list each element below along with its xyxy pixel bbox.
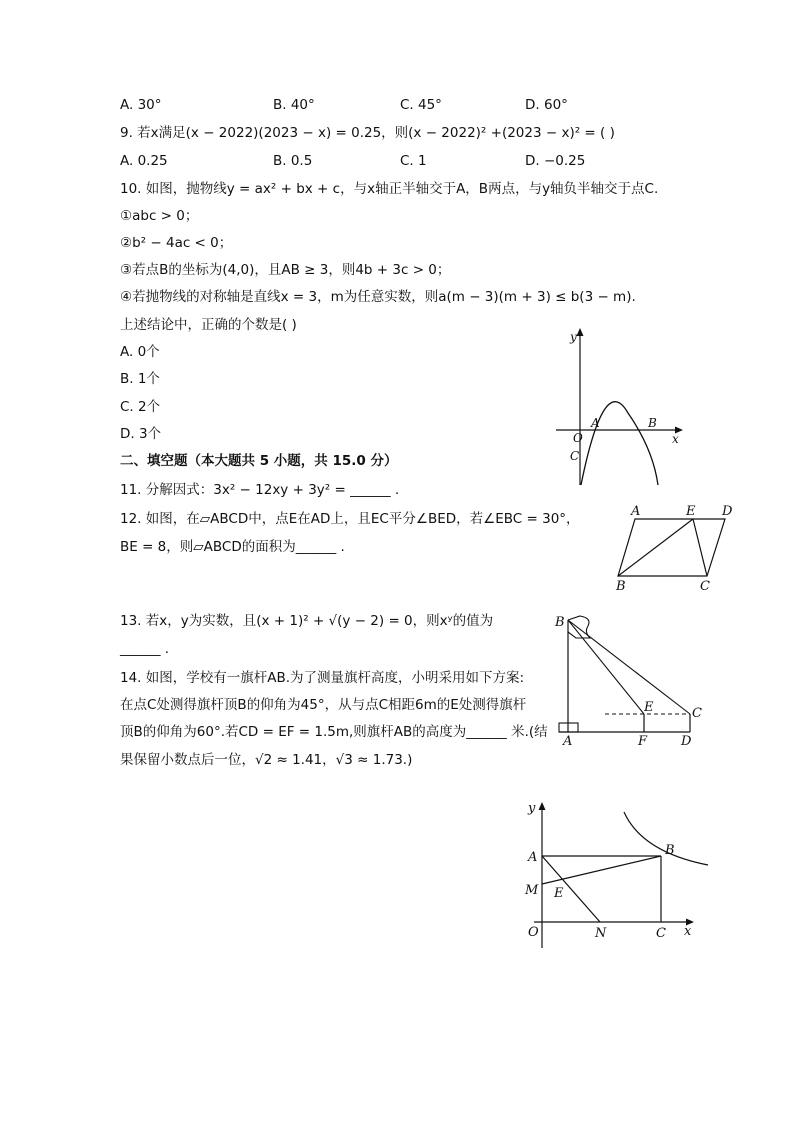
- q14-line3: 顶B的仰角为60°.若CD = EF = 1.5m,则旗杆AB的高度为______ 米.(结: [120, 724, 548, 740]
- label-y: y: [528, 801, 536, 816]
- label-n: N: [595, 926, 607, 941]
- q9-option-d: D. −0.25: [525, 153, 586, 169]
- label-b: B: [648, 416, 657, 430]
- segment-bc: [568, 620, 690, 714]
- q9-stem: 9. 若x满足(x − 2022)(2023 − x) = 0.25，则(x − 2022)² +(2023 − x)² = ( ): [120, 125, 615, 141]
- q13-line2: ______ .: [120, 641, 170, 657]
- q10-option-d: D. 3个: [120, 426, 162, 442]
- label-e: E: [686, 504, 696, 519]
- segment-be: [568, 620, 644, 714]
- q10-parabola-figure: [550, 325, 690, 490]
- label-e: E: [644, 700, 654, 715]
- q14-line1: 14. 如图，学校有一旗杆AB.为了测量旗杆高度，小明采用如下方案:: [120, 670, 525, 686]
- q10-question: 上述结论中，正确的个数是( ): [120, 317, 297, 333]
- label-a: A: [528, 850, 538, 865]
- q12-parallelogram-figure: [610, 500, 745, 595]
- label-b: B: [555, 615, 565, 630]
- label-x: x: [684, 924, 692, 939]
- q14-line2: 在点C处测得旗杆顶B的仰角为45°，从与点C相距6m的E处测得旗杆: [120, 697, 527, 713]
- q11-text: 11. 分解因式：3x² − 12xy + 3y² = ______ .: [120, 482, 400, 498]
- segment-an: [542, 856, 600, 922]
- label-c: C: [570, 449, 580, 463]
- label-c: C: [656, 926, 666, 941]
- label-d: D: [681, 734, 692, 749]
- segment-be: [618, 519, 693, 576]
- q10-stem: 10. 如图，抛物线y = ax² + bx + c，与x轴正半轴交于A，B两点，与y轴负半轴交于点C.: [120, 181, 659, 197]
- coordinate-figure: [520, 798, 720, 953]
- q14-flagpole-figure: [550, 610, 715, 750]
- label-o: O: [528, 925, 539, 940]
- q10-statement-2: ②b² − 4ac < 0；: [120, 235, 233, 251]
- label-o: O: [573, 431, 583, 445]
- label-e: E: [554, 886, 564, 901]
- label-d: D: [722, 504, 733, 519]
- q10-option-b: B. 1个: [120, 371, 160, 387]
- segment-mb: [542, 856, 661, 884]
- label-c: C: [692, 706, 702, 721]
- q10-statement-3: ③若点B的坐标为(4,0)，且AB ≥ 3，则4b + 3c > 0；: [120, 262, 451, 278]
- q10-option-a: A. 0个: [120, 344, 160, 360]
- q13-line1: 13. 若x，y为实数，且(x + 1)² + √(y − 2) = 0，则xʸ的值为: [120, 613, 494, 629]
- q10-option-c: C. 2个: [120, 399, 161, 415]
- q8-option-c: C. 45°: [400, 97, 442, 113]
- q9-option-b: B. 0.5: [273, 153, 313, 169]
- label-a: A: [563, 734, 573, 749]
- label-m: M: [525, 883, 539, 898]
- label-b: B: [616, 579, 626, 594]
- q8-option-d: D. 60°: [525, 97, 568, 113]
- q9-option-a: A. 0.25: [120, 153, 168, 169]
- q8-option-a: A. 30°: [120, 97, 162, 113]
- label-a: A: [591, 416, 600, 430]
- section2-title: 二、填空题（本大题共 5 小题，共 15.0 分）: [120, 453, 398, 469]
- label-b: B: [665, 843, 675, 858]
- label-x: x: [672, 432, 679, 446]
- q14-line4: 果保留小数点后一位，√2 ≈ 1.41，√3 ≈ 1.73.): [120, 752, 413, 768]
- label-f: F: [638, 734, 648, 749]
- y-axis-arrow: [539, 802, 546, 810]
- q12-line2: BE = 8，则▱ABCD的面积为______ .: [120, 539, 345, 555]
- label-a: A: [631, 504, 641, 519]
- q9-option-c: C. 1: [400, 153, 427, 169]
- q12-line1: 12. 如图，在▱ABCD中，点E在AD上，且EC平分∠BED，若∠EBC = 30°，: [120, 511, 580, 527]
- q8-option-b: B. 40°: [273, 97, 315, 113]
- label-y: y: [570, 330, 577, 344]
- q10-statement-1: ①abc > 0；: [120, 208, 199, 224]
- q10-statement-4: ④若抛物线的对称轴是直线x = 3，m为任意实数，则a(m − 3)(m + 3) ≤ b(3 − m).: [120, 289, 636, 305]
- label-c: C: [700, 579, 710, 594]
- parallelogram-abcd: [618, 519, 725, 576]
- y-axis-arrow: [577, 328, 584, 336]
- parabola-curve: [581, 402, 658, 485]
- segment-ec: [693, 519, 707, 576]
